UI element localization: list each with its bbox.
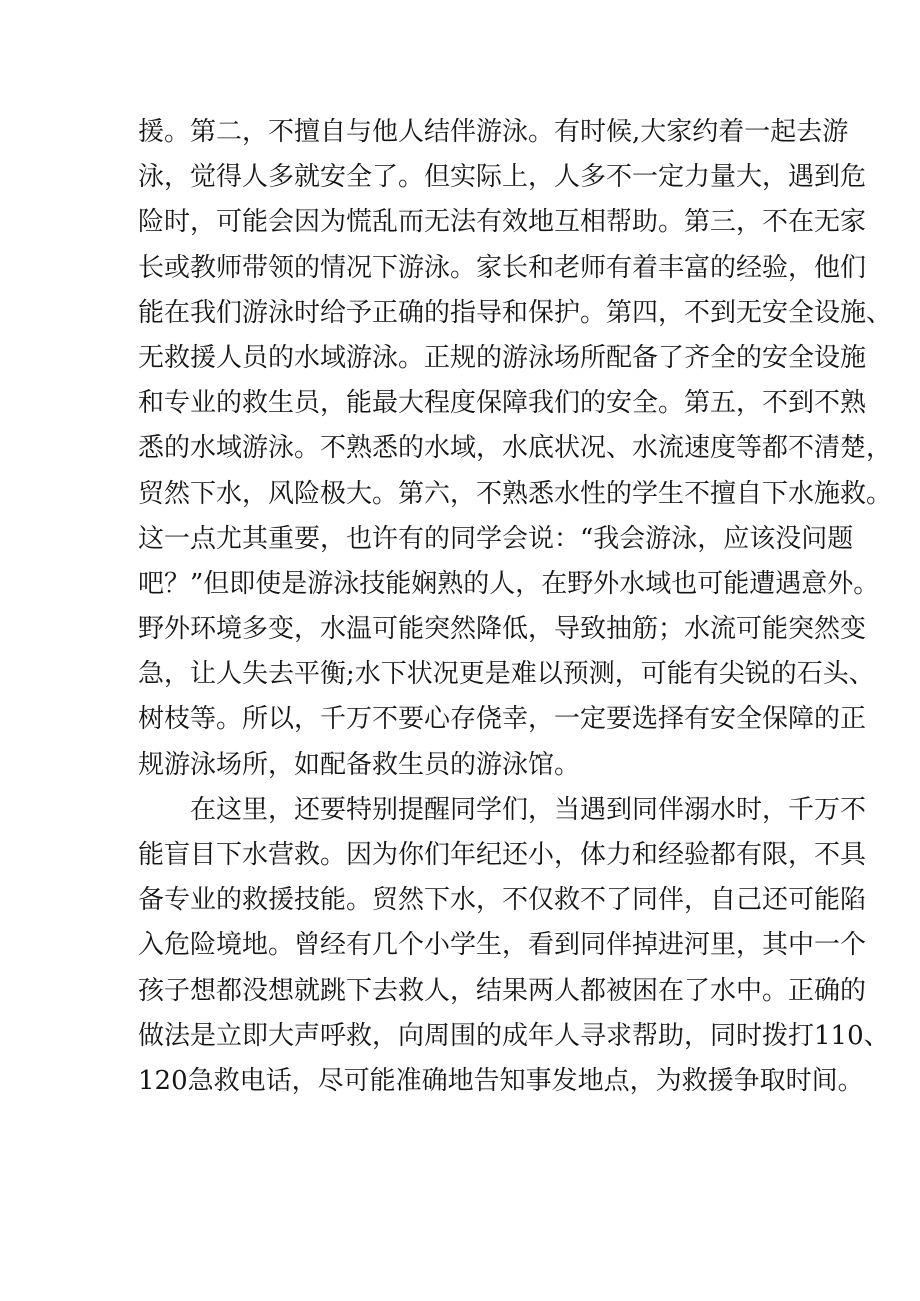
paragraph-line: 备专业的救援技能。贸然下水，不仅救不了同伴，自己还可能陷 [138, 885, 867, 916]
paragraph-line: 能盲目下水营救。因为你们年纪还小，体力和经验都有限，不具 [138, 840, 867, 870]
paragraph-line: 树枝等。所以，千万不要心存侥幸，一定要选择有安全保障的正 [138, 704, 867, 735]
paragraph-line: 无救援人员的水域游泳。正规的游泳场所配备了齐全的安全设施 [138, 342, 867, 373]
paragraph-line: 援。第二，不擅自与他人结伴游泳。有时候,大家约着一起去游 [138, 117, 849, 147]
paragraph-line: 泳，觉得人多就安全了。但实际上，人多不一定力量大，遇到危 [138, 162, 867, 193]
paragraph-1 [138, 110, 893, 788]
paragraph-line: 险时，可能会因为慌乱而无法有效地互相帮助。第三，不在无家 [138, 207, 867, 238]
paragraph-line: 做法是立即大声呼救，向周围的成年人寻求帮助，同时拨打110、 [138, 1020, 890, 1051]
paragraph-line: 长或教师带领的情况下游泳。家长和老师有着丰富的经验，他们 [138, 252, 867, 283]
paragraph-line: 急，让人失去平衡;水下状况更是难以预测，可能有尖锐的石头、 [138, 659, 875, 690]
paragraph-line: 悉的水域游泳。不熟悉的水域，水底状况、水流速度等都不清楚， [138, 433, 893, 464]
paragraph-line: 贸然下水，风险极大。第六，不熟悉水性的学生不擅自下水施救。 [138, 478, 893, 509]
paragraph-2 [138, 788, 890, 1104]
paragraph-line: 和专业的救生员，能最大程度保障我们的安全。第五，不到不熟 [138, 388, 867, 419]
document-body [138, 110, 893, 1104]
paragraph-line: 能在我们游泳时给予正确的指导和保护。第四，不到无安全设施、 [138, 297, 893, 328]
paragraph-line: 规游泳场所，如配备救生员的游泳馆。 [138, 749, 581, 780]
paragraph-line: 120急救电话，尽可能准确地告知事发地点，为救援争取时间。 [138, 1065, 864, 1096]
paragraph-line: 在这里，还要特别提醒同学们，当遇到同伴溺水时，千万不 [190, 794, 867, 825]
paragraph-line: 孩子想都没想就跳下去救人，结果两人都被困在了水中。正确的 [138, 975, 867, 1006]
paragraph-line: 这一点尤其重要，也许有的同学会说：“我会游泳，应该没问题 [138, 523, 854, 554]
paragraph-line: 入危险境地。曾经有几个小学生，看到同伴掉进河里，其中一个 [138, 930, 867, 961]
paragraph-line: 吧？”但即使是游泳技能娴熟的人，在野外水域也可能遭遇意外。 [138, 568, 880, 599]
paragraph-line: 野外环境多变，水温可能突然降低，导致抽筋；水流可能突然变 [138, 614, 867, 645]
